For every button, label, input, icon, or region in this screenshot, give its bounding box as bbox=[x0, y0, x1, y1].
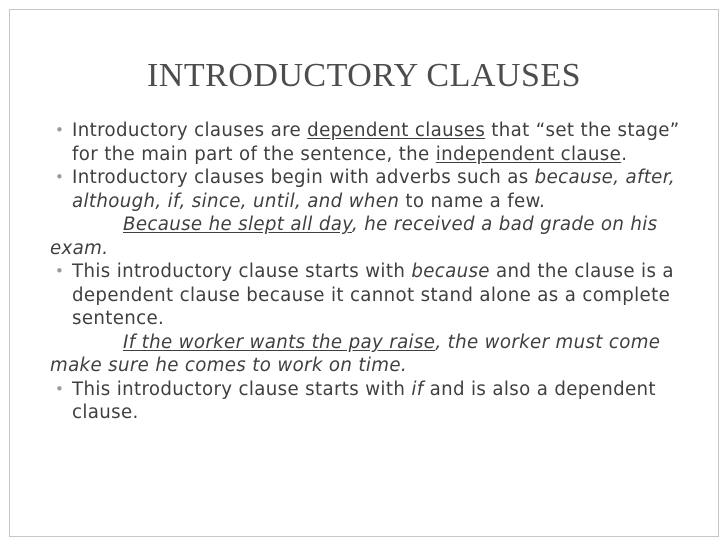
example-sentence bbox=[50, 331, 685, 378]
bullet-item bbox=[50, 119, 685, 166]
slide-title: INTRODUCTORY CLAUSES bbox=[146, 57, 582, 94]
example-rest: , he received a bad grade on his exam. bbox=[50, 214, 658, 259]
bullet-dot-icon: • bbox=[55, 262, 65, 280]
bullet-item bbox=[50, 260, 685, 331]
term-dependent-clauses: dependent clauses bbox=[307, 120, 486, 141]
bullet-text: to name a few. bbox=[399, 190, 546, 212]
bullet-text: Introductory clauses are bbox=[72, 120, 308, 141]
example-clause: If the worker wants the pay raise bbox=[123, 331, 436, 353]
bullet-dot-icon: • bbox=[55, 168, 65, 186]
example-rest: , the worker must come make sure he comes to work on time. bbox=[50, 331, 661, 376]
bullet-dot-icon: • bbox=[55, 121, 65, 139]
bullet-item bbox=[50, 166, 685, 213]
term-independent-clause: independent clause bbox=[435, 143, 622, 165]
bullet-text: and is also a dependent clause. bbox=[72, 378, 656, 423]
bullet-text: that “set the stage” for the main part of the sentence, the bbox=[72, 120, 680, 165]
keyword-if: if bbox=[411, 378, 424, 400]
adverb-list: because, after, although, if, since, until, and when bbox=[72, 167, 676, 212]
bullet-text: and the clause is a dependent clause because it cannot stand alone as a complete sentence. bbox=[72, 261, 674, 329]
bullet-text: This introductory clause starts with bbox=[72, 378, 412, 400]
bullet-text: Introductory clauses begin with adverbs such as bbox=[72, 167, 535, 188]
bullet-text: . bbox=[621, 143, 628, 165]
keyword-because: because bbox=[411, 261, 490, 282]
bullet-dot-icon: • bbox=[55, 379, 65, 398]
bullet-text: This introductory clause starts with bbox=[72, 261, 412, 282]
slide-body bbox=[50, 119, 685, 425]
bullet-item bbox=[50, 378, 685, 425]
example-sentence bbox=[50, 213, 685, 260]
example-clause: Because he slept all day bbox=[123, 214, 352, 235]
